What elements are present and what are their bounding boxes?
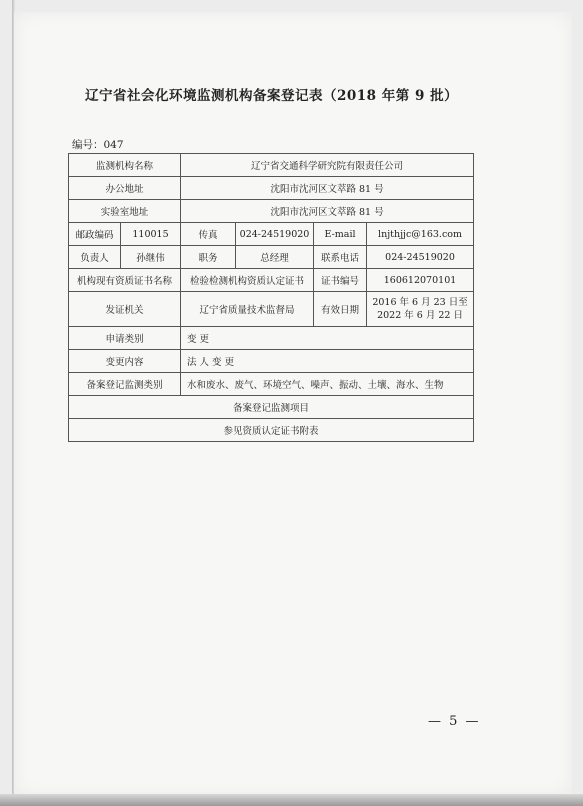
postcode-label: 邮政编码: [69, 223, 121, 246]
table-row: [69, 154, 474, 177]
phone-label: 联系电话: [314, 246, 367, 269]
table-row: [69, 396, 474, 419]
change-content-label: 变更内容: [69, 350, 181, 373]
fax-label: 传真: [181, 223, 236, 246]
table-row: [69, 327, 474, 350]
issuer-value: 辽宁省质量技术监督局: [181, 292, 314, 327]
cert-name-label: 机构现有资质证书名称: [69, 269, 181, 292]
valid-to: 2022 年 6 月 22 日: [377, 310, 463, 321]
table-row: [69, 292, 474, 327]
table-row: [69, 177, 474, 200]
table-row: [69, 246, 474, 269]
lab-address-value: 沈阳市沈河区文萃路 81 号: [181, 200, 474, 223]
valid-date-value: [367, 292, 474, 327]
table-row: [69, 350, 474, 373]
monitoring-items-note: 参见资质认定证书附表: [69, 419, 474, 442]
person-label: 负责人: [69, 246, 121, 269]
table-row: [69, 269, 474, 292]
cert-name-value: 检验检测机构资质认定证书: [181, 269, 314, 292]
table-row: [69, 373, 474, 396]
office-address-value: 沈阳市沈河区文萃路 81 号: [181, 177, 474, 200]
postcode-value: 110015: [121, 223, 181, 246]
person-value: 孙继伟: [121, 246, 181, 269]
registration-table: [68, 153, 474, 442]
monitoring-category-label: 备案登记监测类别: [69, 373, 181, 396]
change-content-value: 法 人 变 更: [181, 350, 474, 373]
apply-type-value: 变 更: [181, 327, 474, 350]
lab-address-label: 实验室地址: [69, 200, 181, 223]
valid-from: 2016 年 6 月 23 日至: [372, 297, 468, 308]
cert-number-label: 证书编号: [314, 269, 367, 292]
org-name-label: 监测机构名称: [69, 154, 181, 177]
cert-number-value: 160612070101: [367, 269, 474, 292]
scan-bottom-edge: [0, 794, 583, 806]
table-row: [69, 223, 474, 246]
table-row: [69, 419, 474, 442]
page-number: — 5 —: [428, 714, 481, 729]
document-number: 编号：047: [72, 139, 124, 151]
phone-value: 024-24519020: [367, 246, 474, 269]
valid-date-label: 有效日期: [314, 292, 367, 327]
issuer-label: 发证机关: [69, 292, 181, 327]
position-value: 总经理: [236, 246, 314, 269]
monitoring-items-header: 备案登记监测项目: [69, 396, 474, 419]
monitoring-category-value: 水和废水、废气、环境空气、噪声、振动、土壤、海水、生物: [181, 373, 474, 396]
position-label: 职务: [181, 246, 236, 269]
email-value: lnjthjjc@163.com: [367, 223, 474, 246]
org-name-value: 辽宁省交通科学研究院有限责任公司: [181, 154, 474, 177]
apply-type-label: 申请类别: [69, 327, 181, 350]
fax-value: 024-24519020: [236, 223, 314, 246]
email-label: E-mail: [314, 223, 367, 246]
office-address-label: 办公地址: [69, 177, 181, 200]
table-row: [69, 200, 474, 223]
document-title: 辽宁省社会化环境监测机构备案登记表（2018 年第 9 批）: [85, 88, 459, 104]
